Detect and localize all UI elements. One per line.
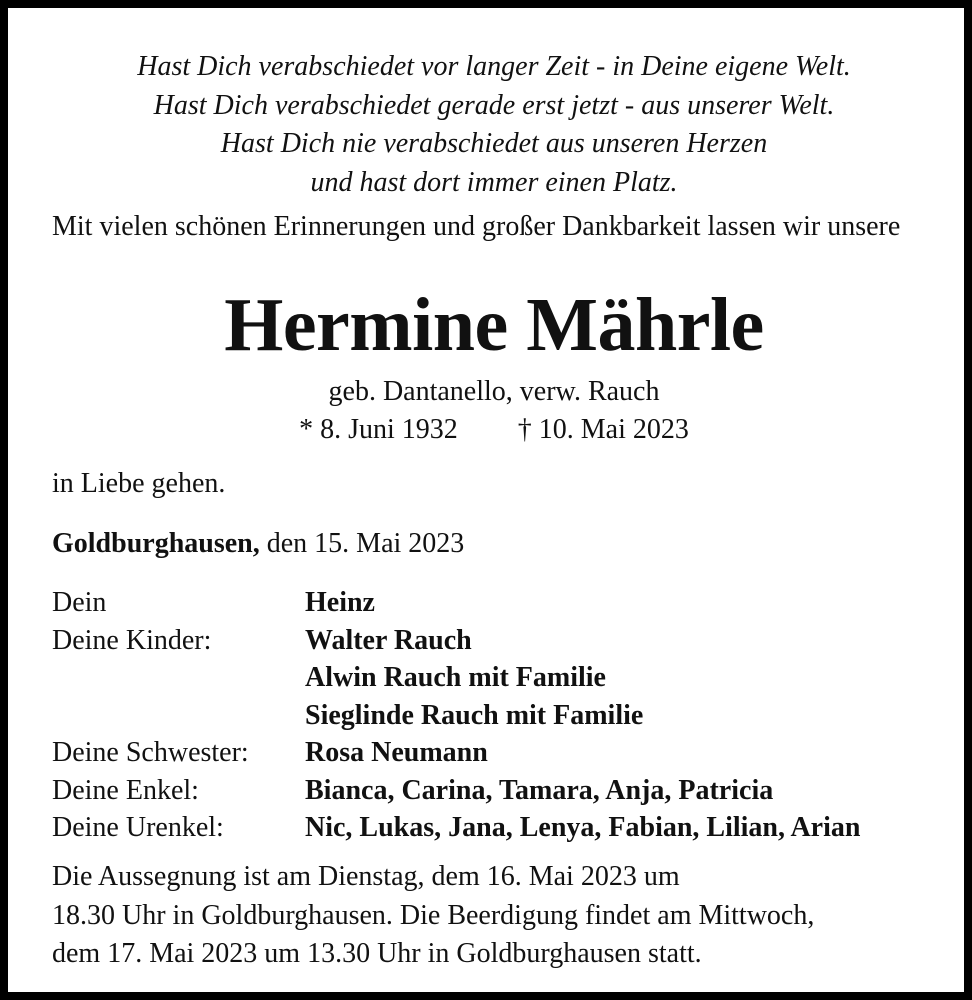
mourner-row bbox=[52, 697, 952, 735]
poem bbox=[28, 48, 960, 202]
mourner-relation: Deine Enkel: bbox=[52, 774, 199, 806]
mourner-relation: Deine Kinder: bbox=[52, 624, 212, 656]
mourner-relation: Dein bbox=[52, 587, 107, 618]
mourner-row bbox=[52, 772, 952, 810]
mourner-row bbox=[52, 809, 952, 847]
mourner-names: Rosa Neumann bbox=[305, 737, 488, 768]
maiden-names: geb. Dantanello, verw. Rauch bbox=[328, 376, 660, 407]
notice-date: den 15. Mai 2023 bbox=[266, 528, 465, 559]
notice-line: Die Aussegnung ist am Dienstag, dem 16. Mai 2023 um bbox=[52, 861, 680, 892]
mourners-list bbox=[52, 584, 952, 847]
mourner-names: Walter Rauch bbox=[305, 624, 472, 656]
poem-line: Hast Dich verabschiedet vor langer Zeit - in Deine eigene Welt. bbox=[137, 51, 851, 82]
notice-line: 18.30 Uhr in Goldburghausen. Die Beerdigung findet am Mittwoch, bbox=[52, 899, 815, 931]
mourner-names: Bianca, Carina, Tamara, Anja, Patricia bbox=[305, 774, 774, 806]
mourner-names: Nic, Lukas, Jana, Lenya, Fabian, Lilian, Arian bbox=[305, 812, 861, 843]
mourner-names: Alwin Rauch mit Familie bbox=[305, 662, 606, 693]
deceased-name: Hermine Mährle bbox=[224, 283, 764, 367]
mourner-names: Sieglinde Rauch mit Familie bbox=[305, 699, 644, 731]
notice-line: dem 17. Mai 2023 um 13.30 Uhr in Goldburghausen statt. bbox=[52, 938, 702, 969]
death-date: † 10. Mai 2023 bbox=[517, 414, 689, 445]
poem-line: Hast Dich verabschiedet gerade erst jetzt - aus unserer Welt. bbox=[153, 89, 835, 121]
funeral-notice bbox=[52, 858, 952, 974]
mourner-relation: Deine Schwester: bbox=[52, 737, 249, 768]
birth-date: * 8. Juni 1932 bbox=[299, 414, 458, 445]
poem-line: Hast Dich nie verabschiedet aus unseren Herzen bbox=[220, 128, 768, 159]
place-name: Goldburghausen, bbox=[52, 528, 260, 559]
mourner-names: Heinz bbox=[305, 587, 375, 618]
farewell-text: in Liebe gehen. bbox=[52, 468, 226, 499]
mourner-row bbox=[52, 734, 952, 772]
intro-text: Mit vielen schönen Erinnerungen und großer Dankbarkeit lassen wir unsere bbox=[52, 211, 901, 242]
mourner-row bbox=[52, 584, 952, 622]
place-date-line bbox=[52, 526, 464, 562]
poem-line: und hast dort immer einen Platz. bbox=[310, 166, 678, 198]
life-dates bbox=[28, 412, 960, 448]
mourner-row bbox=[52, 622, 952, 660]
mourner-relation: Deine Urenkel: bbox=[52, 812, 224, 843]
mourner-row bbox=[52, 659, 952, 697]
